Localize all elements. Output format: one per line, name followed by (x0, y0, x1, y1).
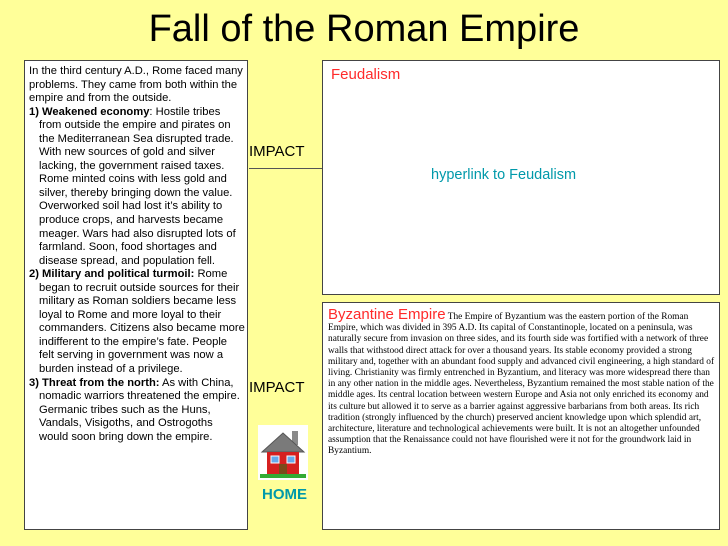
byzantine-title: Byzantine Empire (328, 306, 446, 323)
feudalism-panel (322, 60, 720, 295)
byzantine-text: The Empire of Byzantium was the eastern portion of the Roman Empire, which was divided in 395 A.D. Its capital of Constantinople, located on a peninsula, was naturally secure from invasion on three sides, and its fourth side was fortified with a network of three walls that withstood direct attack for over a thousand years. Its stable economy provided a strong military and, together with an abundant food supply and advanced civil engineering, a high standard of living. Christianity was firmly entrenched in Byzantium, and literacy was more widespread there than in any other nation in the middle ages. Nevertheless, Byzantium remained the most stable nation of the middle ages. Its central location between western Europe and Asia not only enriched its economy and its culture but allowed it to serve as a barrier against aggressive barbarians from both areas. Its rich tradition (strongly influenced by the church) preserved ancient knowledge upon which splendid art, architecture, literature and technological achievements were built. It is not an altogether unfounded assumption that the Renaissance could not have flourished were it not for the groundwork laid in Byzantium. (328, 312, 715, 457)
feudalism-title: Feudalism (331, 66, 401, 83)
causes-panel (24, 60, 248, 530)
cause-item-economy (29, 106, 245, 269)
home-link[interactable]: HOME (262, 486, 307, 503)
impact-connector-line (249, 168, 322, 169)
cause-label: 2) Military and political turmoil: (29, 268, 195, 281)
cause-item-military (29, 268, 245, 376)
byzantine-panel (322, 302, 720, 530)
byzantine-paragraph (328, 306, 715, 458)
page-title: Fall of the Roman Empire (148, 8, 580, 50)
impact-label-byzantine: IMPACT (249, 379, 305, 396)
house-icon[interactable] (258, 425, 308, 480)
cause-separator: : (149, 105, 153, 118)
cause-text: Hostile tribes from outside the empire and pirates on the Mediterranean Sea disrupted trade. With new sources of gold and silver lacking, the government raised taxes. Rome minted coins with less gold and silver, thereby bringing down the value. Overworked soil had lost it’s ability to produce crops, and harvests became meager. Wars had also disrupted lots of farmland. Soon, food shortages and disease spread, and population fell. (39, 105, 236, 267)
cause-item-north (29, 377, 245, 445)
feudalism-hyperlink[interactable]: hyperlink to Feudalism (431, 167, 577, 183)
cause-text: Rome began to recruit outside sources for their military as Roman soldiers became less loyal to Rome and more loyal to their commanders. Citizens also became more indifferent to the empire’s fate. People felt serving in government was now a burden instead of a privilege. (39, 268, 245, 376)
causes-intro: In the third century A.D., Rome faced many problems. They came from both within the empire and from the outside. (29, 65, 243, 105)
cause-label: 1) Weakened economy (29, 105, 150, 118)
cause-text: As with China, nomadic warriors threatened the empire. Germanic tribes such as the Huns, Vandals, Visigoths, and Ostrogoths would soon bring down the empire. (39, 376, 240, 443)
cause-label: 3) Threat from the north: (29, 376, 160, 389)
impact-label-feudalism: IMPACT (249, 143, 305, 160)
